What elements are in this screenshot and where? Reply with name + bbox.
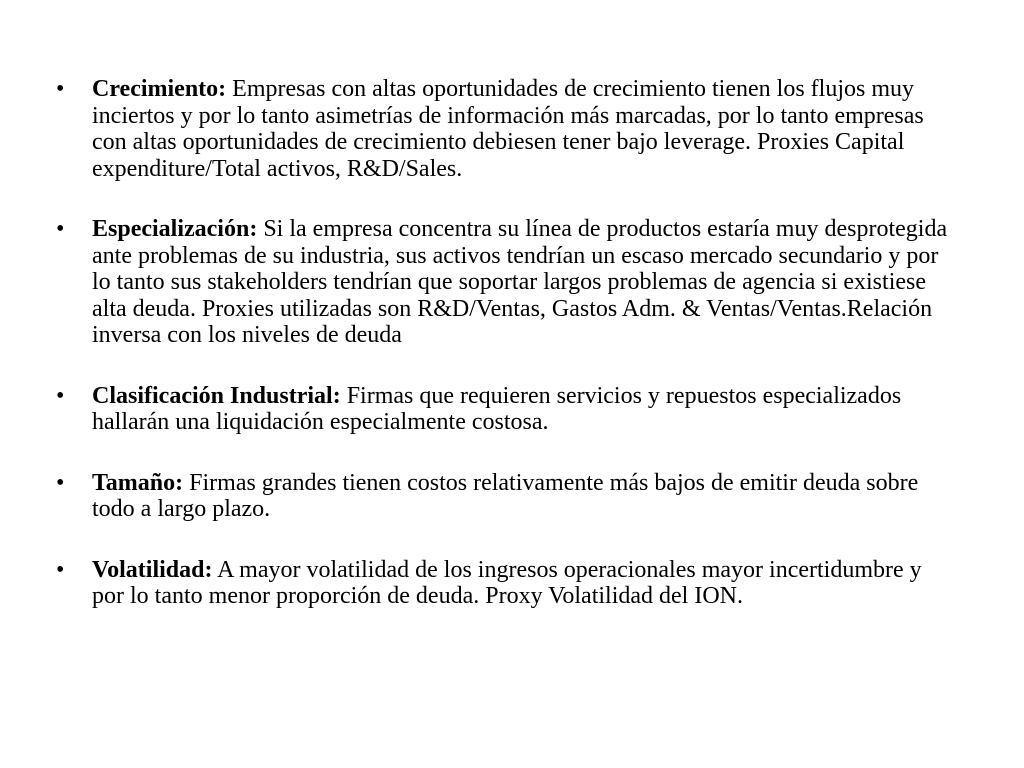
bullet-term: Volatilidad:	[92, 556, 213, 583]
bullet-term: Clasificación Industrial:	[92, 382, 341, 409]
bullet-term: Crecimiento:	[92, 76, 227, 102]
bullet-item-crecimiento	[56, 76, 956, 182]
bullet-mark: •	[56, 216, 65, 242]
bullet-item-volatilidad	[56, 557, 956, 610]
bullet-text: Empresas con altas oportunidades de crecimiento tienen los flujos muy inciertos y por lo tanto asimetrías de información más marcadas, por lo tanto empresas con altas oportunidades de crecimiento debiesen tener bajo leverage. Proxies Capital expenditure/Total activos, R&D/Sales.	[92, 76, 924, 182]
bullet-item-clasificacion-industrial	[56, 383, 956, 436]
bullet-term: Especialización:	[92, 216, 258, 242]
bullet-mark: •	[56, 469, 65, 496]
bullet-text: A mayor volatilidad de los ingresos operacionales mayor incertidumbre y por lo tanto menor proporción de deuda. Proxy Volatilidad del ION.	[92, 556, 922, 609]
bullet-item-tamano	[56, 470, 956, 523]
bullet-text: Firmas grandes tienen costos relativamente más bajos de emitir deuda sobre todo a largo plazo.	[92, 469, 919, 522]
bullet-text: Si la empresa concentra su línea de productos estaría muy desprotegida ante problemas de su industria, sus activos tendrían un escaso mercado secundario y por lo tanto sus stakeholders tendrían que soportar largos problemas de agencia si existiese alta deuda. Proxies utilizadas son R&D/Ventas, Gastos Adm. & Ventas/Ventas.Relación inversa con los niveles de deuda	[92, 216, 948, 348]
bullet-mark: •	[56, 382, 65, 409]
bullet-list	[56, 76, 956, 641]
bullet-item-especializacion	[56, 216, 956, 349]
bullet-term: Tamaño:	[92, 469, 184, 496]
bullet-mark: •	[56, 556, 65, 583]
bullet-mark: •	[56, 76, 65, 102]
bullet-text: Firmas que requieren servicios y repuestos especializados hallarán una liquidación especialmente costosa.	[92, 382, 902, 435]
